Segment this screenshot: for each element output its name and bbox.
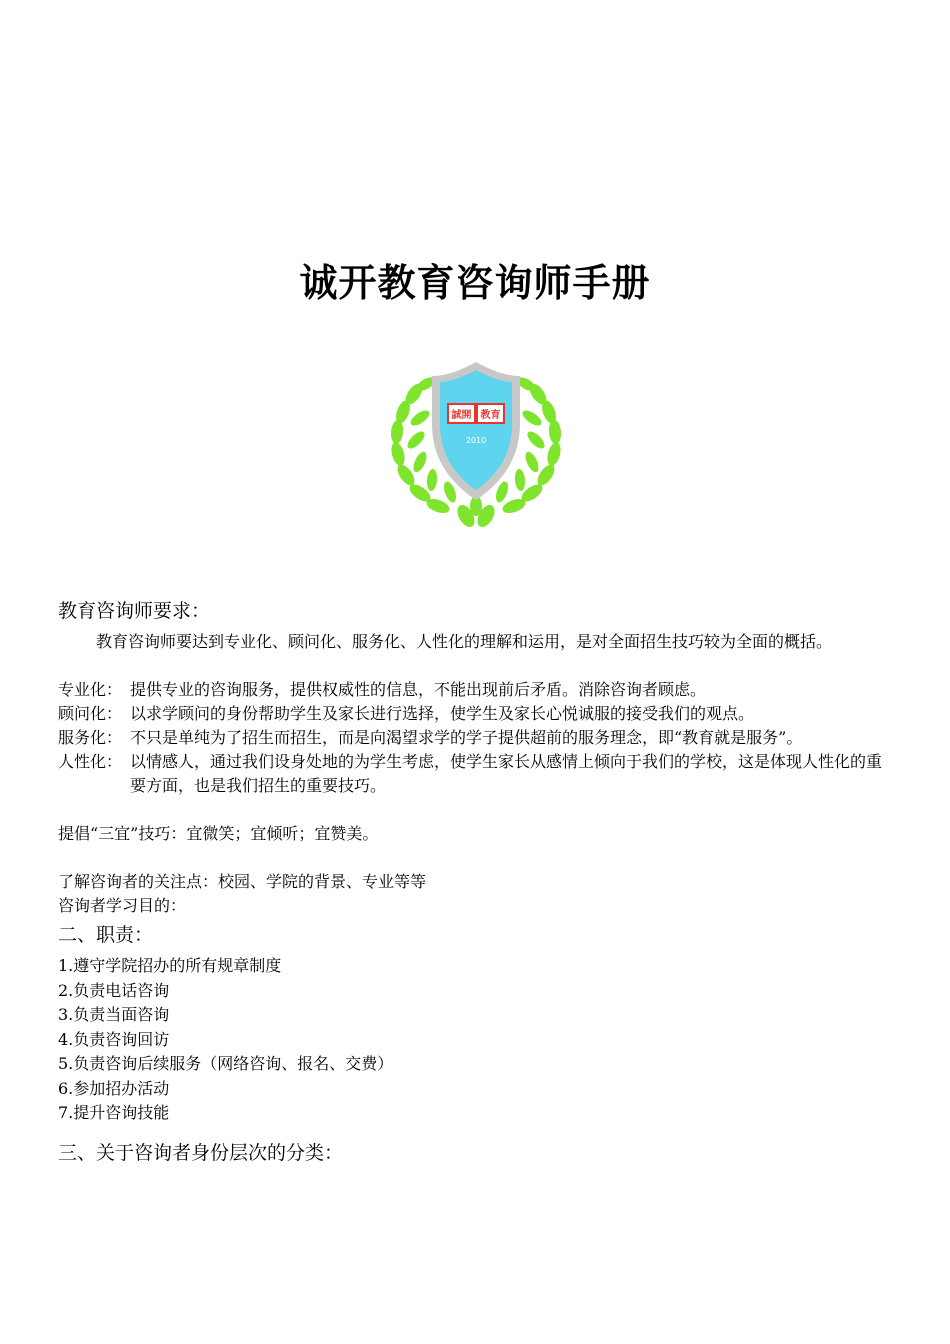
definition-term: 专业化： bbox=[58, 680, 123, 699]
definition-item bbox=[58, 750, 894, 798]
definition-term: 服务化： bbox=[58, 728, 123, 747]
list-item: 1.遵守学院招办的所有规章制度 bbox=[58, 956, 282, 975]
document-body bbox=[58, 598, 894, 1166]
definition-item bbox=[58, 726, 894, 750]
definition-desc: 以求学顾问的身份帮助学生及家长进行选择，使学生及家长心悦诚服的接受我们的观点。 bbox=[130, 704, 755, 723]
list-item: 7.提升咨询技能 bbox=[58, 1103, 170, 1122]
list-item: 5.负责咨询后续服务（网络咨询、报名、交费） bbox=[58, 1054, 394, 1073]
shield-icon bbox=[432, 362, 520, 500]
section-heading-duties: 二、职责： bbox=[58, 924, 154, 946]
list-item: 3.负责当面咨询 bbox=[58, 1005, 170, 1024]
document-title: 诚开教育咨询师手册 bbox=[299, 261, 651, 305]
definition-item bbox=[58, 702, 894, 726]
spacer bbox=[58, 798, 894, 822]
definition-term: 人性化： bbox=[58, 752, 123, 771]
focus-paragraph: 了解咨询者的关注点：校园、学院的背景、专业等等 bbox=[58, 872, 427, 891]
list-item: 4.负责咨询回访 bbox=[58, 1029, 170, 1049]
definition-desc: 提供专业的咨询服务，提供权威性的信息，不能出现前后矛盾。消除咨询者顾虑。 bbox=[130, 680, 707, 699]
logo-left-text: 誠開 bbox=[451, 410, 472, 421]
duties-list bbox=[58, 954, 894, 1126]
definition-item bbox=[58, 678, 894, 702]
purpose-paragraph: 咨询者学习目的： bbox=[58, 896, 187, 915]
list-item: 2.负责电话咨询 bbox=[58, 980, 170, 1000]
spacer bbox=[58, 846, 894, 870]
list-item: 6.参加招办活动 bbox=[58, 1078, 170, 1098]
definition-list bbox=[58, 678, 894, 798]
section-heading-classification: 三、关于咨询者身份层次的分类： bbox=[58, 1141, 344, 1164]
tips-paragraph: 提倡“三宜”技巧：宜微笑；宜倾听；宜赞美。 bbox=[58, 824, 379, 843]
section-heading-requirements: 教育咨询师要求： bbox=[58, 600, 211, 622]
spacer bbox=[58, 654, 894, 678]
definition-desc: 以情感人，通过我们设身处地的为学生考虑，使学生家长从感情上倾向于我们的学校，这是体现人性化的重要方面，也是我们招生的重要技巧。 bbox=[130, 752, 883, 795]
definition-desc: 不只是单纯为了招生而招生，而是向渴望求学的学子提供超前的服务理念，即“教育就是服务”。 bbox=[130, 728, 803, 747]
definition-term: 顾问化： bbox=[58, 704, 123, 723]
school-emblem-logo bbox=[386, 360, 566, 532]
logo-right-text: 教育 bbox=[480, 410, 501, 421]
logo-year: 2010 bbox=[465, 436, 487, 445]
intro-paragraph: 教育咨询师要达到专业化、顾问化、服务化、人性化的理解和运用，是对全面招生技巧较为全面的概括。 bbox=[96, 632, 833, 651]
open-book-icon bbox=[448, 404, 504, 423]
